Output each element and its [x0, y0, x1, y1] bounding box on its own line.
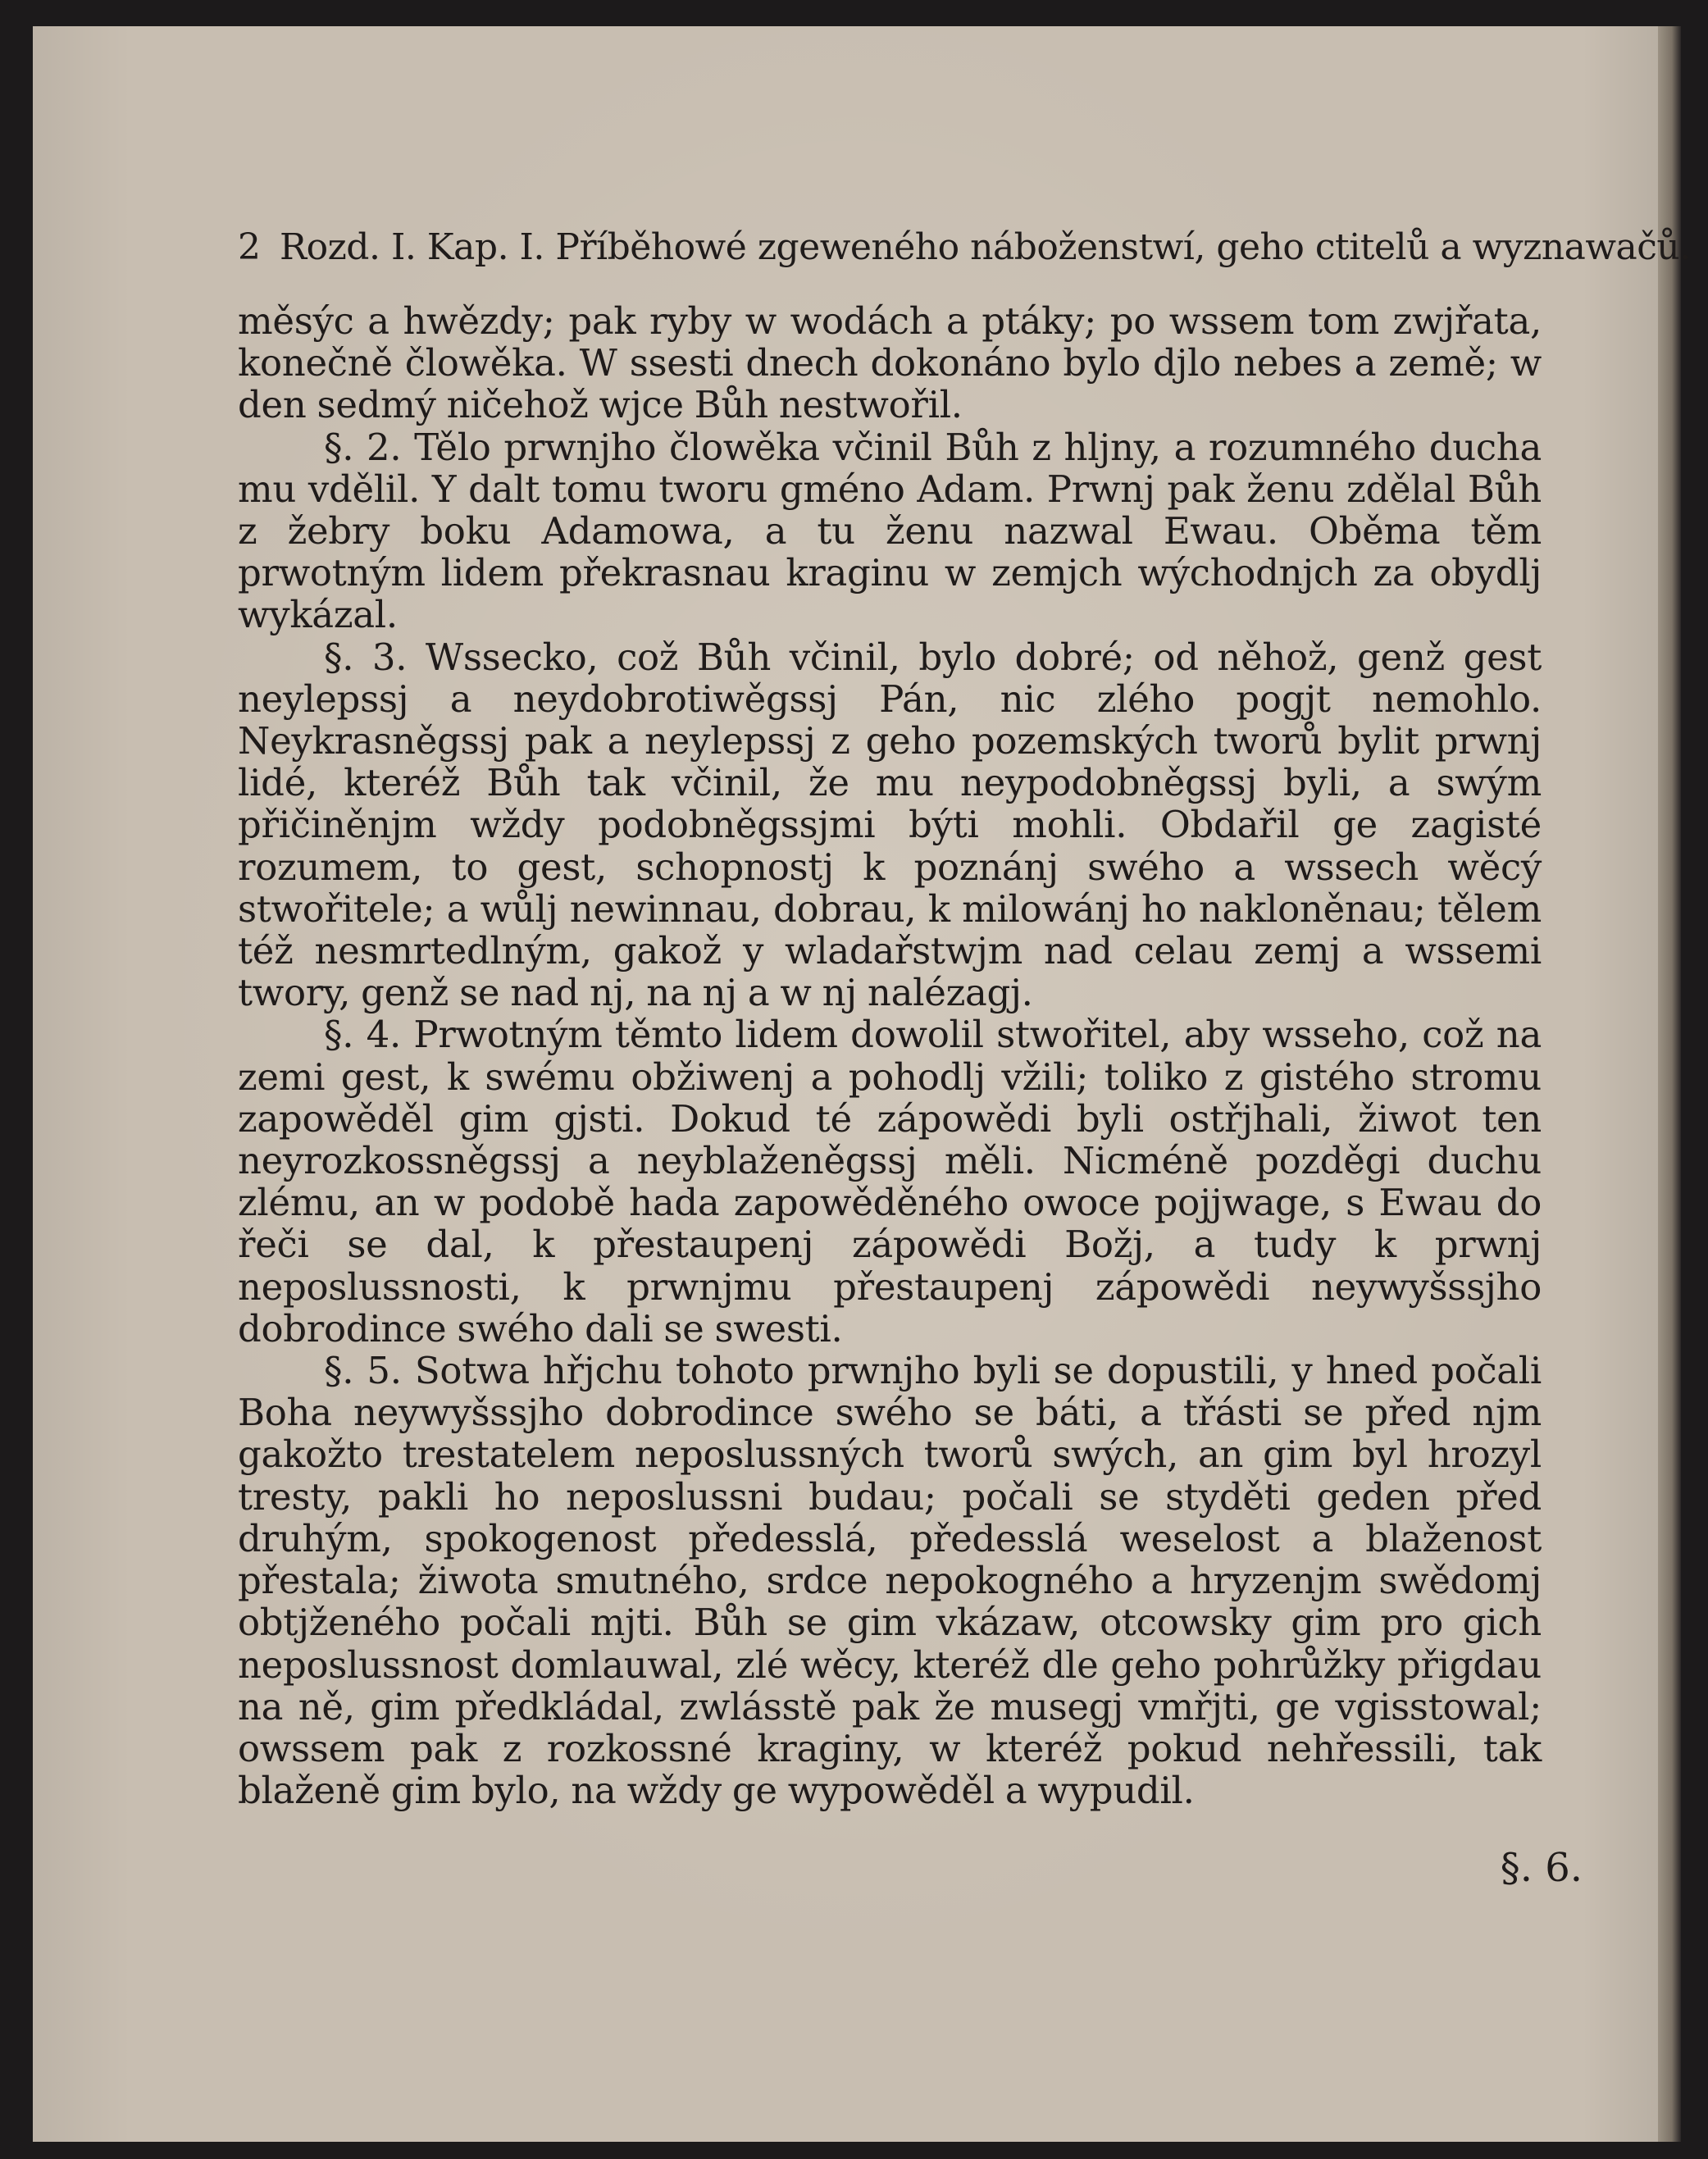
running-head-title: Rozd. I. Kap. I. Příběhowé zgeweného náboženstwí, geho ctitelů a wyznawačů.	[280, 226, 1691, 268]
paragraph-section-4: §. 4. Prwotným těmto lidem dowolil stwořitel, aby wsseho, což na zemi gest, k swému obžiwenj a pohodlj vžili; toliko z gistého stromu zapowěděl gim gjsti. Dokud té zápowědi byli ostřjhali, žiwot ten neyrozkossněgssj a neyblaženěgssj měli. Nicméně pozděgi duchu zlému, an w podobě hada zapowěděného owoce pojjwage, s Ewau do řeči se dal, k přestaupenj zápowědi Božj, a tudy k prwnj neposlussnosti, k prwnjmu přestaupenj zápowědi neywyšssjho dobrodince swého dali se swesti.	[238, 1013, 1542, 1351]
page-spine-edge	[1658, 26, 1681, 2142]
text-block	[238, 223, 1691, 1813]
book-page	[33, 26, 1691, 2142]
paragraph-section-2: §. 2. Tělo prwnjho člowěka včinil Bůh z hljny, a rozumného ducha mu vdělil. Y dalt tomu tworu gméno Adam. Prwnj pak ženu zdělal Bůh z žebry boku Adamowa, a tu ženu nazwal Ewau. Oběma těm prwotným lidem překrasnau kraginu w zemjch wýchodnjch za obydlj wykázal.	[238, 425, 1542, 637]
body-text	[238, 300, 1542, 1811]
paragraph-section-3: §. 3. Wssecko, což Bůh včinil, bylo dobré; od něhož, genž gest neylepssj a neydobrotiwěgssj Pán, nic zlého pogjt nemohlo. Neykrasněgssj pak a neylepssj z geho pozemských tworů bylit prwnj lidé, kteréž Bůh tak včinil, že mu neypodobněgssj byli, a swým přičiněnjm wždy podobněgssjmi býti mohli. Obdařil ge zagisté rozumem, to gest, schopnostj k poznánj swého a wssech wěcý stwořitele; a wůlj newinnau, dobrau, k milowánj ho nakloněnau; tělem též nesmrtedlným, gakož y wladařstwjm nad celau zemj a wssemi twory, genž se nad nj, na nj a w nj nalézagj.	[238, 635, 1542, 1015]
catchword: §. 6.	[1500, 1845, 1583, 1891]
paragraph-continuation: měsýc a hwězdy; pak ryby w wodách a ptáky; po wssem tom zwjřata, konečně člowěka. W ssesti dnech dokonáno bylo djlo nebes a země; w den sedmý ničehož wjce Bůh nestwořil.	[238, 299, 1542, 427]
running-head	[238, 223, 1691, 272]
page-number: 2	[238, 226, 261, 268]
paragraph-section-5: §. 5. Sotwa hřjchu tohoto prwnjho byli se dopustili, y hned počali Boha neywyšssjho dobrodince swého se báti, a třásti se před njm gakožto trestatelem neposlussných tworů swých, an gim byl hrozyl tresty, pakli ho neposlussni budau; počali se styděti geden před druhým, spokogenost předesslá, předesslá weselost a blaženost přestala; žiwota smutného, srdce nepokogného a hryzenjm swědomj obtjženého počali mjti. Bůh se gim vkázaw, otcowsky gim pro gich neposlussnost domlauwal, zlé wěcy, kteréž dle geho pohrůžky přigdau na ně, gim předkládal, zwlásstě pak že musegj vmřjti, ge vgisstowal; owssem pak z rozkossné kraginy, w kteréž pokud nehřessili, tak blaženě gim bylo, na wždy ge wypowěděl a wypudil.	[238, 1349, 1542, 1813]
